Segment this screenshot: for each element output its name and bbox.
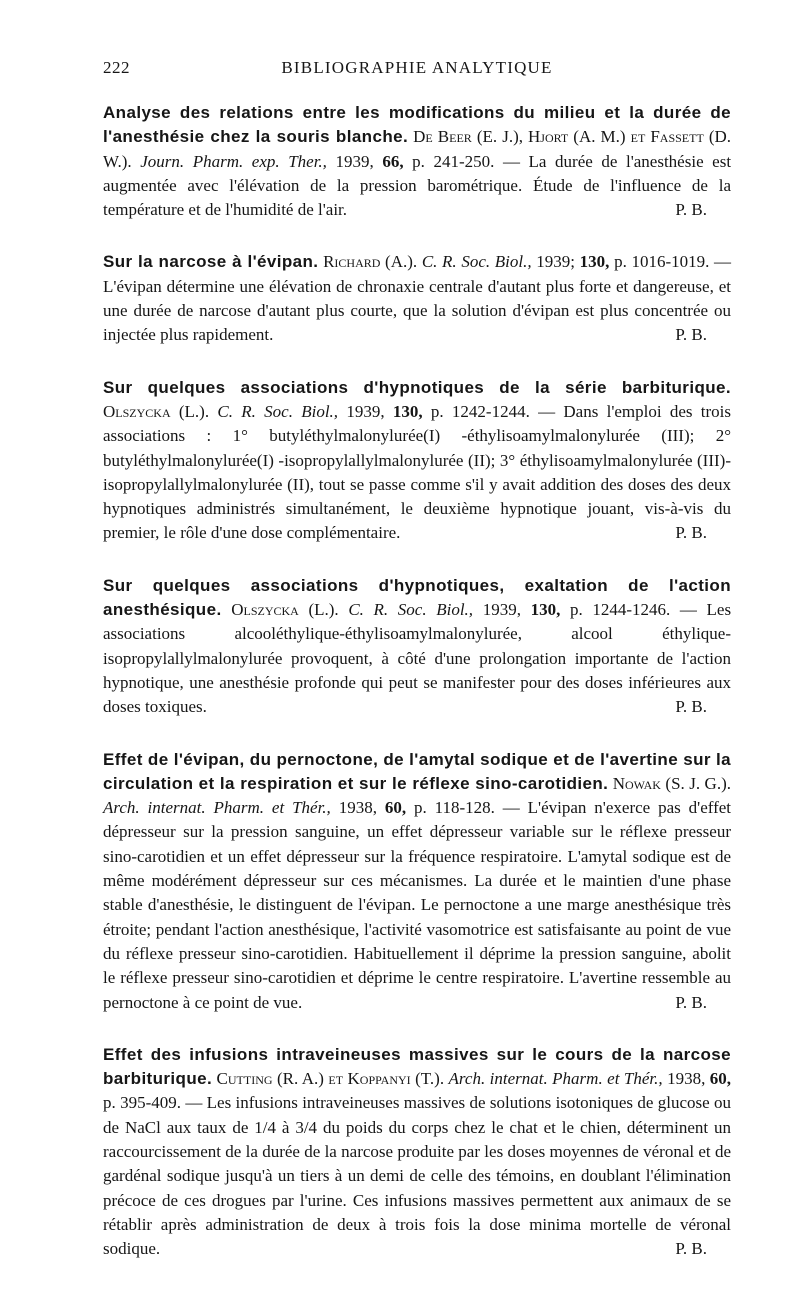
entry-abstract: — Dans l'emploi des trois associations : 1° butyléthylmalonylurée(I) -éthylisoamylmalonylurée (III); 2° butyléthylmalonylurée(I) -isopropylallylmalonylurée (II); 3° éthylisoamylmalonylurée (III)-isopropylallylmalonylurée (II), tout se passe comme s'il y avait addition des doses des deux hypnotiques administrés simultanément, le deuxième hypnotique jouant, vis-à-vis du premier, le rôle d'une dose complémentaire. bbox=[103, 401, 732, 543]
bibliography-entry bbox=[103, 574, 731, 720]
entry-pages: p. 241-250. bbox=[412, 151, 495, 171]
entry-journal: C. R. Soc. Biol., bbox=[421, 252, 532, 272]
entry-title: Effet de l'évipan, du pernoctone, de l'amytal sodique et de l'avertine sur la circulation et la respiration et sur le réflexe sino-carotidien. bbox=[103, 749, 731, 793]
bibliography-entry bbox=[103, 101, 731, 222]
page-header bbox=[103, 58, 731, 84]
entry-authors: Olszycka (L.). bbox=[103, 401, 210, 421]
entry-title: Sur quelques associations d'hypnotiques de la série barbiturique. bbox=[103, 377, 731, 397]
entry-volume: 60, bbox=[384, 798, 407, 818]
entry-authors: Nowak (S. J. G.). bbox=[612, 773, 731, 793]
entry-volume: 60, bbox=[709, 1069, 732, 1089]
bibliography-entry bbox=[103, 250, 731, 347]
entry-abstract: — La durée de l'anesthésie est augmentée avec l'élévation de la pression barométrique. Étude de l'influence de la température et de l'humidité de l'air. bbox=[103, 151, 732, 220]
entry-journal: Journ. Pharm. exp. Ther., bbox=[140, 151, 327, 171]
entry-signature: P. B. bbox=[675, 992, 707, 1012]
entry-pages: p. 118-128. bbox=[413, 798, 495, 818]
entry-volume: 130, bbox=[392, 401, 423, 421]
entry-title: Effet des infusions intraveineuses massives sur le cours de la narcose barbiturique. bbox=[103, 1044, 731, 1089]
entry-abstract: — Les associations alcooléthylique-éthylisoamylmalonylurée, alcool éthylique-isopropylallylmalonylurée provoquent, à côté d'une prolongation importante de l'action hypnotique, une anesthésie profonde qui peut se manifester pour des doses inférieures aux doses toxiques. bbox=[103, 600, 732, 717]
entry-pages: p. 1242-1244. bbox=[430, 401, 530, 421]
entry-journal: C. R. Soc. Biol., bbox=[217, 401, 339, 421]
entry-year: 1939, bbox=[482, 600, 521, 620]
bibliography-entry bbox=[103, 1043, 731, 1262]
entry-authors: Richard (A.). bbox=[323, 252, 418, 272]
bibliography-entry bbox=[103, 376, 731, 546]
entry-year: 1938, bbox=[667, 1069, 706, 1089]
entry-journal: Arch. internat. Pharm. et Thér., bbox=[103, 798, 331, 818]
entry-title: Analyse des relations entre les modifications du milieu et la durée de l'anesthésie chez la souris blanche. bbox=[103, 103, 731, 147]
entry-year: 1938, bbox=[338, 798, 377, 818]
entry-signature: P. B. bbox=[675, 697, 707, 717]
entry-year: 1939; bbox=[536, 252, 575, 272]
bibliography-entry bbox=[103, 748, 731, 1015]
entry-journal: Arch. internat. Pharm. et Thér., bbox=[448, 1069, 663, 1089]
entry-pages: p. 1244-1246. bbox=[569, 600, 671, 620]
entry-pages: p. 395-409. bbox=[103, 1093, 181, 1113]
entry-volume: 66, bbox=[382, 151, 404, 171]
entry-abstract: — L'évipan détermine une élévation de chronaxie centrale d'autant plus forte et dangereuse, et une durée de narcose d'autant plus courte, que la solution d'évipan est plus concentrée ou injectée plus rapidement. bbox=[103, 252, 732, 345]
entry-title: Sur la narcose à l'évipan. bbox=[103, 252, 319, 272]
entry-abstract: — L'évipan n'exerce pas d'effet dépresseur sur la pression sanguine, un effet dépresseur variable sur le réflexe presseur sino-carotidien et un effet dépresseur sur la fréquence respiratoire. L'amytal sodique est de même modérément dépresseur sur ces mécanismes. La durée et le maintien d'une phase stable d'anesthésie, le distinguent de l'évipan. Le pernoctone a une marge anesthésique très étroite; pendant l'action anesthésique, l'activité vasomotrice est satisfaisante au point de vue du réflexe presseur sino-carotidien. Habituellement il déprime la pression sanguine, abolit le réflexe presseur sino-carotidien et déprime le centre respiratoire. L'avertine ressemble au pernoctone à ce point de vue. bbox=[103, 798, 732, 1012]
entry-pages: p. 1016-1019. bbox=[614, 252, 710, 272]
entry-signature: P. B. bbox=[675, 325, 707, 345]
entry-signature: P. B. bbox=[675, 523, 707, 543]
entry-year: 1939, bbox=[335, 151, 374, 171]
entry-volume: 130, bbox=[579, 252, 610, 272]
entry-year: 1939, bbox=[346, 401, 385, 421]
entry-title: Sur quelques associations d'hypnotiques, exaltation de l'action anesthésique. bbox=[103, 575, 731, 620]
entry-abstract: — Les infusions intraveineuses massives de solutions isotoniques de glucose ou de NaCl aux taux de 1/4 à 3/4 du poids du corps chez le chat et le chien, déterminent un raccourcissement de la durée de la narcose produite par les doses moyennes de véronal et de gardénal sodique jusqu'à un tiers à un demi de celle des témoins, en doublant l'élimination précoce de ces drogues par l'urine. Ces infusions massives permettent aux animaux de se rétablir après administration de deux à trois fois la dose minima mortelle de véronal sodique. bbox=[103, 1093, 731, 1259]
page-number: 222 bbox=[103, 58, 130, 77]
entry-signature: P. B. bbox=[675, 200, 707, 220]
entry-authors: Cutting (R. A.) et Koppanyi (T.). bbox=[216, 1069, 445, 1089]
document-page bbox=[103, 58, 731, 1289]
running-title: BIBLIOGRAPHIE ANALYTIQUE bbox=[281, 58, 553, 77]
entry-volume: 130, bbox=[530, 600, 561, 620]
entry-journal: C. R. Soc. Biol., bbox=[348, 600, 474, 620]
entry-authors: Olszycka (L.). bbox=[231, 600, 339, 620]
bibliography-entries bbox=[103, 101, 731, 1261]
entry-authors: De Beer (E. J.), Hjort (A. M.) et Fassett (D. W.). bbox=[103, 127, 732, 171]
entry-signature: P. B. bbox=[675, 1239, 707, 1259]
